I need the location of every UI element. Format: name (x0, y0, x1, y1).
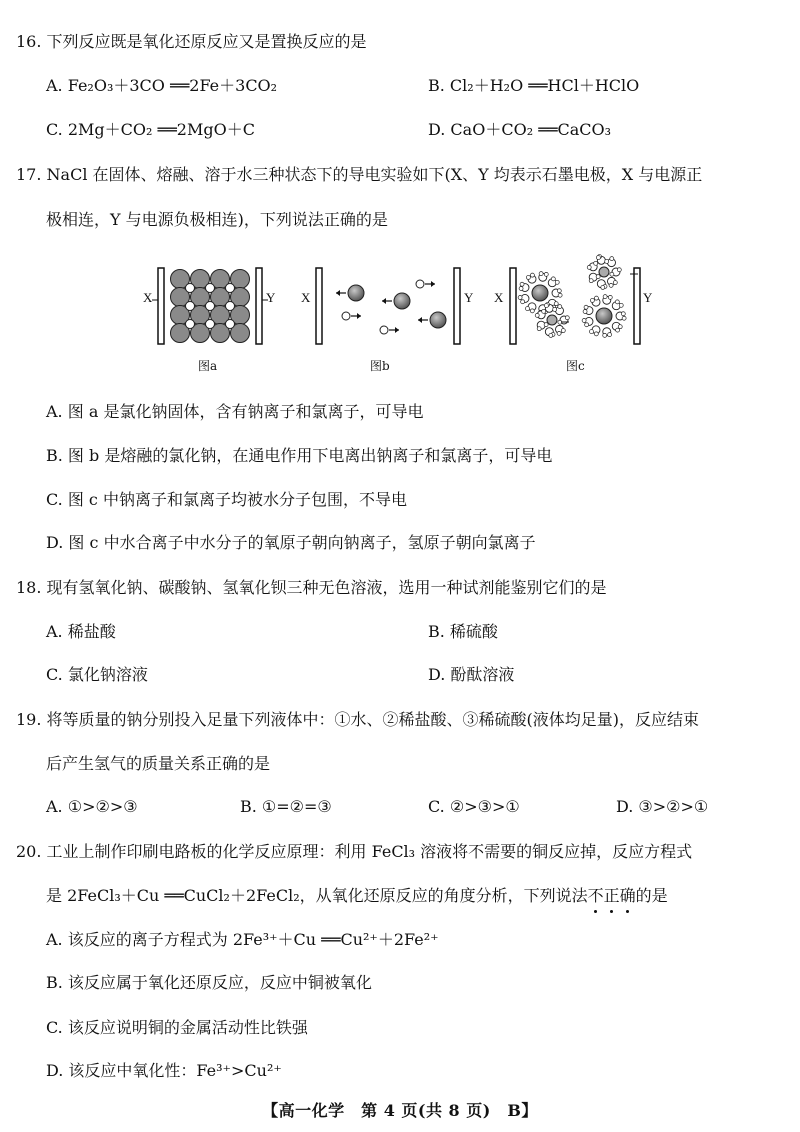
sodium-ion (226, 302, 235, 311)
water-hydrogen (617, 268, 621, 272)
q18-option-a: A. 稀盐酸 (46, 622, 116, 641)
q20-option-d: D. 该反应中氧化性：Fe³⁺>Cu²⁺ (46, 1061, 282, 1080)
q17-option-a: A. 图 a 是氯化钠固体，含有钠离子和氯离子，可导电 (46, 402, 424, 421)
molten-ions (336, 280, 446, 334)
q20-stem-line2 (46, 886, 786, 906)
q16-option-d: D. CaO＋CO₂ ══CaCO₃ (428, 120, 612, 139)
sodium-ion (186, 302, 195, 311)
sodium-ion (186, 284, 195, 293)
q19-stem-line2: 后产生氢气的质量关系正确的是 (46, 754, 271, 773)
water-hydrogen (535, 313, 539, 317)
sodium-ion (599, 267, 609, 277)
water-hydrogen (555, 280, 559, 284)
water-hydrogen (596, 256, 600, 260)
sodium-ion (416, 280, 424, 288)
q16-option-c: C. 2Mg＋CO₂ ══2MgO＋C (46, 120, 255, 139)
water-hydrogen (542, 309, 546, 313)
water-hydrogen (553, 307, 557, 311)
water-hydrogen (605, 259, 609, 263)
q20-option-a: A. 该反应的离子方程式为 2Fe³⁺＋Cu ══Cu²⁺＋2Fe²⁺ (46, 930, 439, 949)
q20-option-c: C. 该反应说明铜的金属活动性比铁强 (46, 1018, 308, 1037)
water-hydrogen (551, 277, 555, 281)
arrow-head (431, 281, 435, 287)
arrow-head (418, 317, 422, 323)
water-hydrogen (530, 309, 534, 313)
water-hydrogen (610, 272, 614, 276)
q18-option-c: C. 氯化钠溶液 (46, 665, 148, 684)
sodium-ion (342, 312, 350, 320)
arrow-head (395, 327, 399, 333)
q18-option-b: B. 稀硫酸 (428, 622, 498, 641)
q17-option-c: C. 图 c 中钠离子和氯离子均被水分子包围，不导电 (46, 490, 407, 509)
label-x-a: X (143, 290, 153, 305)
water-hydrogen (622, 316, 626, 320)
q20-emphasis-not-correct (588, 886, 636, 905)
page-footer: 【高一化学 第 4 页(共 8 页) B】 (262, 1101, 538, 1120)
electrode-y-c (634, 268, 640, 344)
water-hydrogen (603, 295, 607, 299)
q20-stem-line1: 20. 工业上制作印刷电路板的化学反应原理：利用 FeCl₃ 溶液将不需要的铜反应掉，反应方程式 (16, 842, 693, 861)
q17-option-b: B. 图 b 是熔融的氯化钠，在通电作用下电离出钠离子和氯离子，可导电 (46, 446, 553, 465)
q18-option-d: D. 酚酞溶液 (428, 665, 515, 684)
water-hydrogen (621, 312, 625, 316)
sodium-ion (226, 284, 235, 293)
figure-c (494, 255, 653, 373)
label-y-c: Y (643, 290, 653, 305)
water-hydrogen (520, 282, 524, 286)
water-hydrogen (585, 323, 589, 327)
arrow-head (357, 313, 361, 319)
water-hydrogen (518, 295, 522, 299)
water-hydrogen (557, 331, 561, 335)
q19-option-b: B. ①=②=③ (240, 797, 332, 816)
water-hydrogen (615, 300, 619, 304)
water-hydrogen (584, 305, 588, 309)
water-hydrogen (589, 279, 593, 283)
emphasis-char: 正 (604, 886, 620, 905)
q19-option-c: C. ②>③>① (428, 797, 520, 816)
q19-option-a: A. ①>②>③ (46, 797, 138, 816)
q17-stem-line1: 17. NaCl 在固体、熔融、溶于水三种状态下的导电实验如下(X、Y 均表示石墨电极，X 与电源正 (16, 165, 703, 184)
sodium-ion (206, 320, 215, 329)
water-hydrogen (619, 303, 623, 307)
hydrated-ions (518, 255, 638, 338)
water-hydrogen (558, 293, 562, 297)
water-hydrogen (544, 272, 548, 276)
label-x-b: X (301, 290, 311, 305)
q20-option-b: B. 该反应属于氧化还原反应，反应中铜被氧化 (46, 973, 372, 992)
water-hydrogen (594, 332, 598, 336)
water-hydrogen (537, 327, 541, 331)
chloride-ion (532, 285, 548, 301)
water-hydrogen (608, 333, 612, 337)
q20-stem-line2-pre: 是 2FeCl₃＋Cu ══CuCl₂＋2FeCl₂，从氧化还原反应的角度分析，下列说法 (46, 886, 588, 905)
water-hydrogen (530, 273, 534, 277)
q19-stem-line1: 19. 将等质量的钠分别投入足量下列液体中：①水、②稀盐酸、③稀硫酸(液体均足量)，反应结束 (16, 710, 700, 729)
water-hydrogen (565, 316, 569, 320)
water-hydrogen (601, 285, 605, 289)
caption-b: 图b (370, 359, 390, 373)
water-hydrogen (561, 329, 565, 333)
arrow-head (382, 298, 386, 304)
label-y-b: Y (464, 290, 474, 305)
water-hydrogen (582, 318, 586, 322)
sodium-ion (206, 284, 215, 293)
water-hydrogen (549, 333, 553, 337)
electrode-y-a (256, 268, 262, 344)
sodium-ion (547, 315, 557, 325)
caption-a: 图a (198, 359, 218, 373)
water-hydrogen (521, 300, 525, 304)
q16-option-b: B. Cl₂＋H₂O ══HCl＋HClO (428, 76, 640, 95)
water-hydrogen (618, 325, 622, 329)
sodium-ion (186, 320, 195, 329)
chloride-ion (348, 285, 364, 301)
caption-c: 图c (566, 359, 585, 373)
water-hydrogen (608, 295, 612, 299)
water-hydrogen (616, 328, 620, 332)
water-hydrogen (583, 310, 587, 314)
water-hydrogen (590, 298, 594, 302)
electrode-x-b (316, 268, 322, 344)
emphasis-char: 确 (620, 886, 636, 905)
water-hydrogen (589, 330, 593, 334)
figure-a (143, 268, 276, 373)
q16-option-a: A. Fe₂O₃＋3CO ══2Fe＋3CO₂ (46, 76, 278, 95)
electrode-y-b (454, 268, 460, 344)
sodium-ion (380, 326, 388, 334)
water-hydrogen (526, 275, 530, 279)
q18-stem: 18. 现有氢氧化钠、碳酸钠、氢氧化钡三种无色溶液，选用一种试剂能鉴别它们的是 (16, 578, 607, 597)
water-hydrogen (594, 296, 598, 300)
label-y-a: Y (266, 290, 276, 305)
water-hydrogen (594, 261, 598, 265)
chloride-ion (430, 312, 446, 328)
water-hydrogen (558, 305, 562, 309)
water-hydrogen (613, 281, 617, 285)
water-hydrogen (554, 302, 558, 306)
water-hydrogen (544, 304, 548, 308)
sodium-ion (226, 320, 235, 329)
chloride-ion (394, 293, 410, 309)
q17-stem-line2: 极相连，Y 与电源负极相连)，下列说法正确的是 (46, 210, 388, 229)
water-hydrogen (525, 307, 529, 311)
label-x-c: X (494, 290, 504, 305)
water-hydrogen (609, 283, 613, 287)
electrode-x-a (158, 268, 164, 344)
emphasis-char: 不 (588, 886, 604, 905)
water-hydrogen (539, 272, 543, 276)
chloride-ion (596, 308, 612, 324)
q20-stem-line2-post: 的是 (635, 886, 668, 905)
water-hydrogen (587, 265, 591, 269)
sodium-ion (206, 302, 215, 311)
arrow-head (336, 290, 340, 296)
figure-b (301, 268, 474, 373)
water-hydrogen (519, 287, 523, 291)
water-hydrogen (610, 257, 614, 261)
nacl-lattice (171, 270, 250, 343)
electrode-x-c (510, 268, 516, 344)
q16-stem: 16. 下列反应既是氧化还原反应又是置换反应的是 (16, 32, 367, 51)
water-hydrogen (557, 289, 561, 293)
q17-option-d: D. 图 c 中水合离子中水分子的氧原子朝向钠离子，氢原子朝向氯离子 (46, 533, 536, 552)
water-hydrogen (603, 333, 607, 337)
q19-option-d: D. ③>②>① (616, 797, 709, 816)
